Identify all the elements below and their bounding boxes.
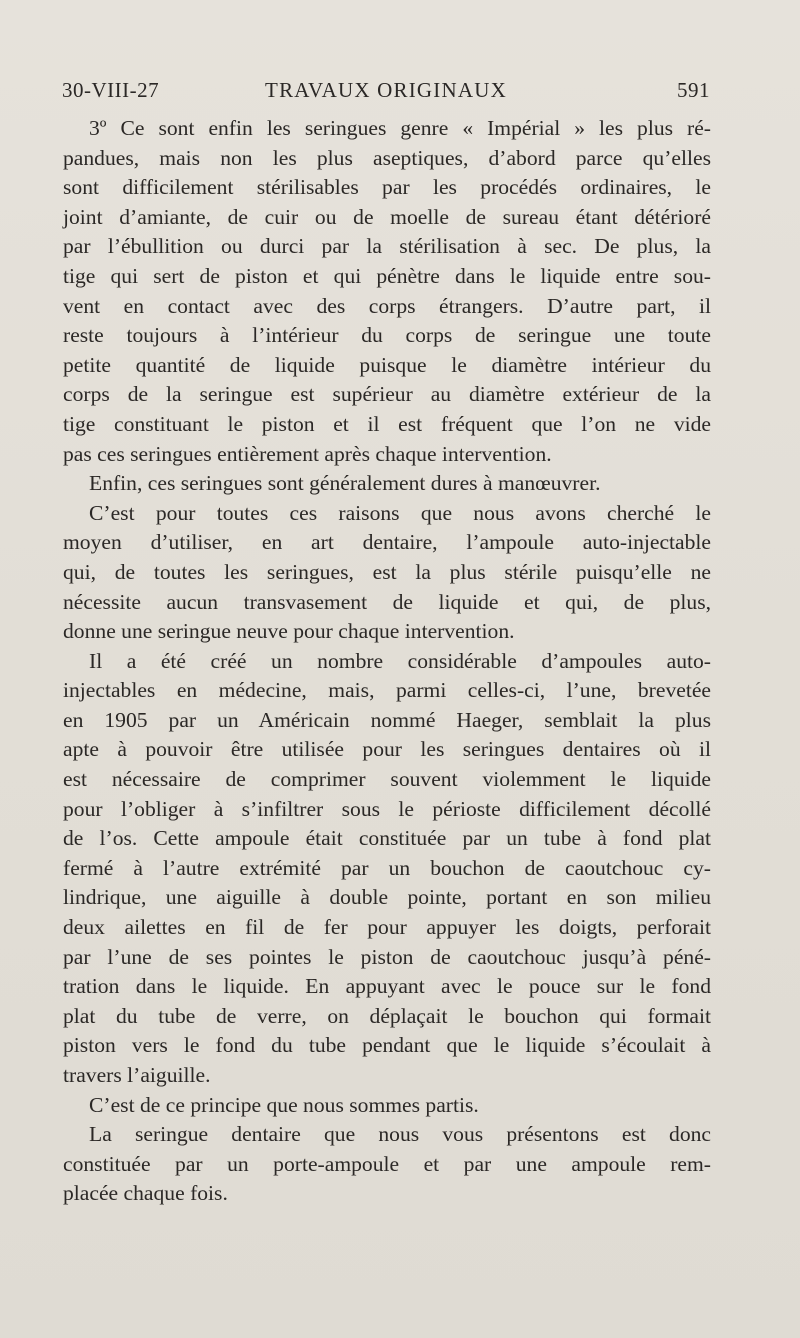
text-line: constituée par un porte-ampoule et par une ampoule rem- — [63, 1151, 711, 1176]
text-line: corps de la seringue est supérieur au diamètre extérieur de la — [63, 382, 711, 407]
text-line: qui, de toutes les seringues, est la plus stérile puisqu’elle ne — [63, 559, 711, 584]
text-line: deux ailettes en fil de fer pour appuyer les doigts, perforait — [63, 915, 711, 940]
text-line: travers l’aiguille. — [63, 1063, 211, 1087]
text-line: en 1905 par un Américain nommé Haeger, semblait la plus — [63, 707, 711, 732]
text-line: fermé à l’autre extrémité par un bouchon de caoutchouc cy- — [63, 855, 711, 880]
text-line: reste toujours à l’intérieur du corps de seringue une toute — [63, 323, 711, 348]
text-line: Enfin, ces seringues sont généralement dures à manœuvrer. — [89, 471, 601, 496]
text-line: tige qui sert de piston et qui pénètre dans le liquide entre sou- — [63, 263, 711, 288]
text-line: sont difficilement stérilisables par les procédés ordinaires, le — [63, 175, 711, 200]
text-line: placée chaque fois. — [63, 1181, 228, 1206]
text-line: est nécessaire de comprimer souvent violemment le liquide — [63, 767, 711, 792]
text-line: apte à pouvoir être utilisée pour les seringues dentaires où il — [63, 737, 711, 762]
header-date: 30-VIII-27 — [62, 78, 160, 102]
text-line: nécessite aucun transvasement de liquide et qui, de plus, — [63, 589, 711, 614]
text-line: par l’ébullition ou durci par la stérilisation à sec. De plus, la — [63, 234, 711, 259]
text-line: Il a été créé un nombre considérable d’ampoules auto- — [89, 648, 711, 673]
body-text — [63, 114, 711, 1209]
text-line: piston vers le fond du tube pendant que le liquide s’écoulait à — [63, 1033, 711, 1058]
text-line: 3º Ce sont enfin les seringues genre « Impérial » les plus ré- — [89, 116, 711, 140]
page-number: 591 — [677, 78, 710, 102]
text-line: donne une seringue neuve pour chaque intervention. — [63, 619, 515, 644]
text-line: pour l’obliger à s’infiltrer sous le périoste difficilement décollé — [63, 796, 711, 821]
text-line: C’est pour toutes ces raisons que nous avons cherché le — [89, 500, 711, 525]
text-line: par l’une de ses pointes le piston de caoutchouc jusqu’à péné- — [63, 944, 711, 969]
text-line: vent en contact avec des corps étrangers. D’autre part, il — [63, 293, 711, 318]
text-line: tration dans le liquide. En appuyant avec le pouce sur le fond — [63, 974, 711, 999]
text-line: pandues, mais non les plus aseptiques, d’abord parce qu’elles — [63, 145, 711, 170]
text-line: tige constituant le piston et il est fréquent que l’on ne vide — [63, 411, 711, 436]
text-line: La seringue dentaire que nous vous présentons est donc — [89, 1122, 711, 1147]
text-line: de l’os. Cette ampoule était constituée par un tube à fond plat — [63, 826, 711, 851]
text-line: injectables en médecine, mais, parmi celles-ci, l’une, brevetée — [63, 678, 711, 703]
text-line: C’est de ce principe que nous sommes partis. — [89, 1092, 479, 1117]
running-header — [62, 78, 710, 108]
text-line: pas ces seringues entièrement après chaque intervention. — [63, 441, 552, 466]
text-line: plat du tube de verre, on déplaçait le bouchon qui formait — [63, 1003, 711, 1028]
text-line: joint d’amiante, de cuir ou de moelle de sureau étant détérioré — [63, 204, 711, 229]
text-line: lindrique, une aiguille à double pointe, portant en son milieu — [63, 885, 711, 910]
text-line: petite quantité de liquide puisque le diamètre intérieur du — [63, 352, 711, 377]
text-line: moyen d’utiliser, en art dentaire, l’ampoule auto-injectable — [63, 530, 711, 555]
header-section-title: TRAVAUX ORIGINAUX — [265, 78, 507, 102]
